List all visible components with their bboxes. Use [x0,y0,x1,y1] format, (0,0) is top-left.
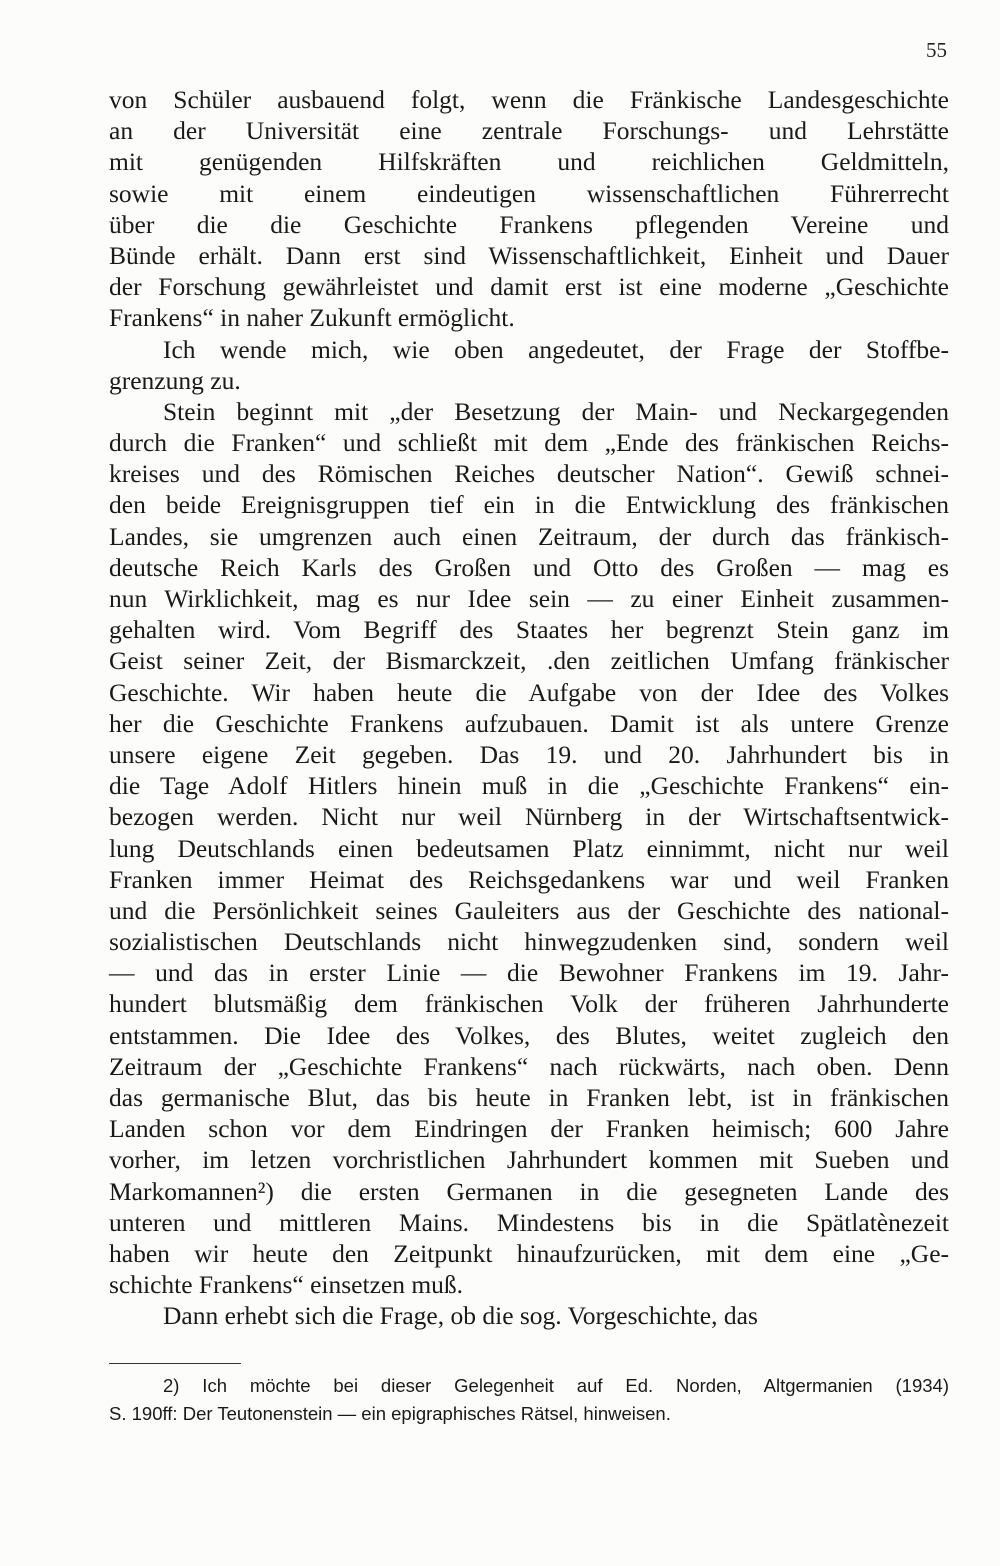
body-text [109,84,949,1332]
text-line: Bünde erhält. Dann erst sind Wissenschaftlichkeit, Einheit und Dauer [109,240,949,270]
text-line: über die die Geschichte Frankens pflegenden Vereine und [109,209,949,239]
footnotes [109,1372,949,1428]
text-line: Geschichte. Wir haben heute die Aufgabe von der Idee des Volkes [109,677,949,707]
text-line: Zeitraum der „Geschichte Frankens“ nach rückwärts, nach oben. Denn [109,1051,949,1081]
text-line: Markomannen²) die ersten Germanen in die gesegneten Lande des [109,1176,949,1206]
text-line: an der Universität eine zentrale Forschungs- und Lehrstätte [109,116,949,146]
text-line: kreises und des Römischen Reiches deutscher Nation“. Gewiß schnei- [109,459,949,489]
text-line: Landen schon vor dem Eindringen der Franken heimisch; 600 Jahre [109,1114,949,1144]
text-line: lung Deutschlands einen bedeutsamen Platz einnimmt, nicht nur weil [109,833,949,863]
text-line: mit genügenden Hilfskräften und reichlichen Geldmitteln, [109,147,949,177]
text-line: her die Geschichte Frankens aufzubauen. Damit ist als untere Grenze [109,708,949,738]
footnote-divider [109,1363,241,1364]
text-line: grenzung zu. [109,365,241,395]
text-line: Stein beginnt mit „der Besetzung der Main- und Neckargegenden [163,396,949,426]
page-number: 55 [926,38,947,62]
text-line: Frankens“ in naher Zukunft ermöglicht. [109,303,515,333]
text-line: unsere eigene Zeit gegeben. Das 19. und 20. Jahrhundert bis in [109,739,949,769]
text-line: gehalten wird. Vom Begriff des Staates her begrenzt Stein ganz im [109,615,949,645]
text-line: vorher, im letzen vorchristlichen Jahrhundert kommen mit Sueben und [109,1145,949,1175]
text-line: hundert blutsmäßig dem fränkischen Volk der früheren Jahrhunderte [109,989,949,1019]
text-line: sowie mit einem eindeutigen wissenschaftlichen Führerrecht [109,178,949,208]
text-line: Landes, sie umgrenzen auch einen Zeitraum, der durch das fränkisch- [109,521,949,551]
text-line: — und das in erster Linie — die Bewohner Frankens im 19. Jahr- [109,958,949,988]
text-line: entstammen. Die Idee des Volkes, des Blutes, weitet zugleich den [109,1020,949,1050]
text-line: Geist seiner Zeit, der Bismarckzeit, .den zeitlichen Umfang fränkischer [109,646,949,676]
footnote-line: 2) Ich möchte bei dieser Gelegenheit auf Ed. Norden, Altgermanien (1934) [163,1375,949,1396]
text-line: unteren und mittleren Mains. Mindestens bis in die Spätlatènezeit [109,1207,949,1237]
text-line: schichte Frankens“ einsetzen muß. [109,1270,464,1300]
text-line: Dann erhebt sich die Frage, ob die sog. Vorgeschichte, das [163,1301,758,1331]
footnote-line: S. 190ff: Der Teutonenstein — ein epigraphisches Rätsel, hinweisen. [109,1403,671,1424]
text-line: den beide Ereignisgruppen tief ein in die Entwicklung des fränkischen [109,490,949,520]
text-line: durch die Franken“ und schließt mit dem „Ende des fränkischen Reichs- [109,428,949,458]
text-line: das germanische Blut, das bis heute in Franken lebt, ist in fränkischen [109,1083,949,1112]
text-line: von Schüler ausbauend folgt, wenn die Fränkische Landesgeschichte [109,85,949,114]
text-line: deutsche Reich Karls des Großen und Otto des Großen — mag es [109,552,949,582]
text-line: haben wir heute den Zeitpunkt hinaufzurücken, mit dem eine „Ge- [109,1238,949,1268]
text-line: Ich wende mich, wie oben angedeutet, der Frage der Stoffbe- [163,334,949,364]
text-line: die Tage Adolf Hitlers hinein muß in die „Geschichte Frankens“ ein- [109,771,949,801]
text-line: bezogen werden. Nicht nur weil Nürnberg in der Wirtschaftsentwick- [109,802,949,832]
text-line: und die Persönlichkeit seines Gauleiters aus der Geschichte des national- [109,895,949,925]
text-line: nun Wirklichkeit, mag es nur Idee sein — zu einer Einheit zusammen- [109,584,949,613]
text-line: Franken immer Heimat des Reichsgedankens war und weil Franken [109,864,949,894]
text-line: sozialistischen Deutschlands nicht hinwegzudenken sind, sondern weil [109,927,949,957]
text-line: der Forschung gewährleistet und damit erst ist eine moderne „Geschichte [109,272,949,302]
